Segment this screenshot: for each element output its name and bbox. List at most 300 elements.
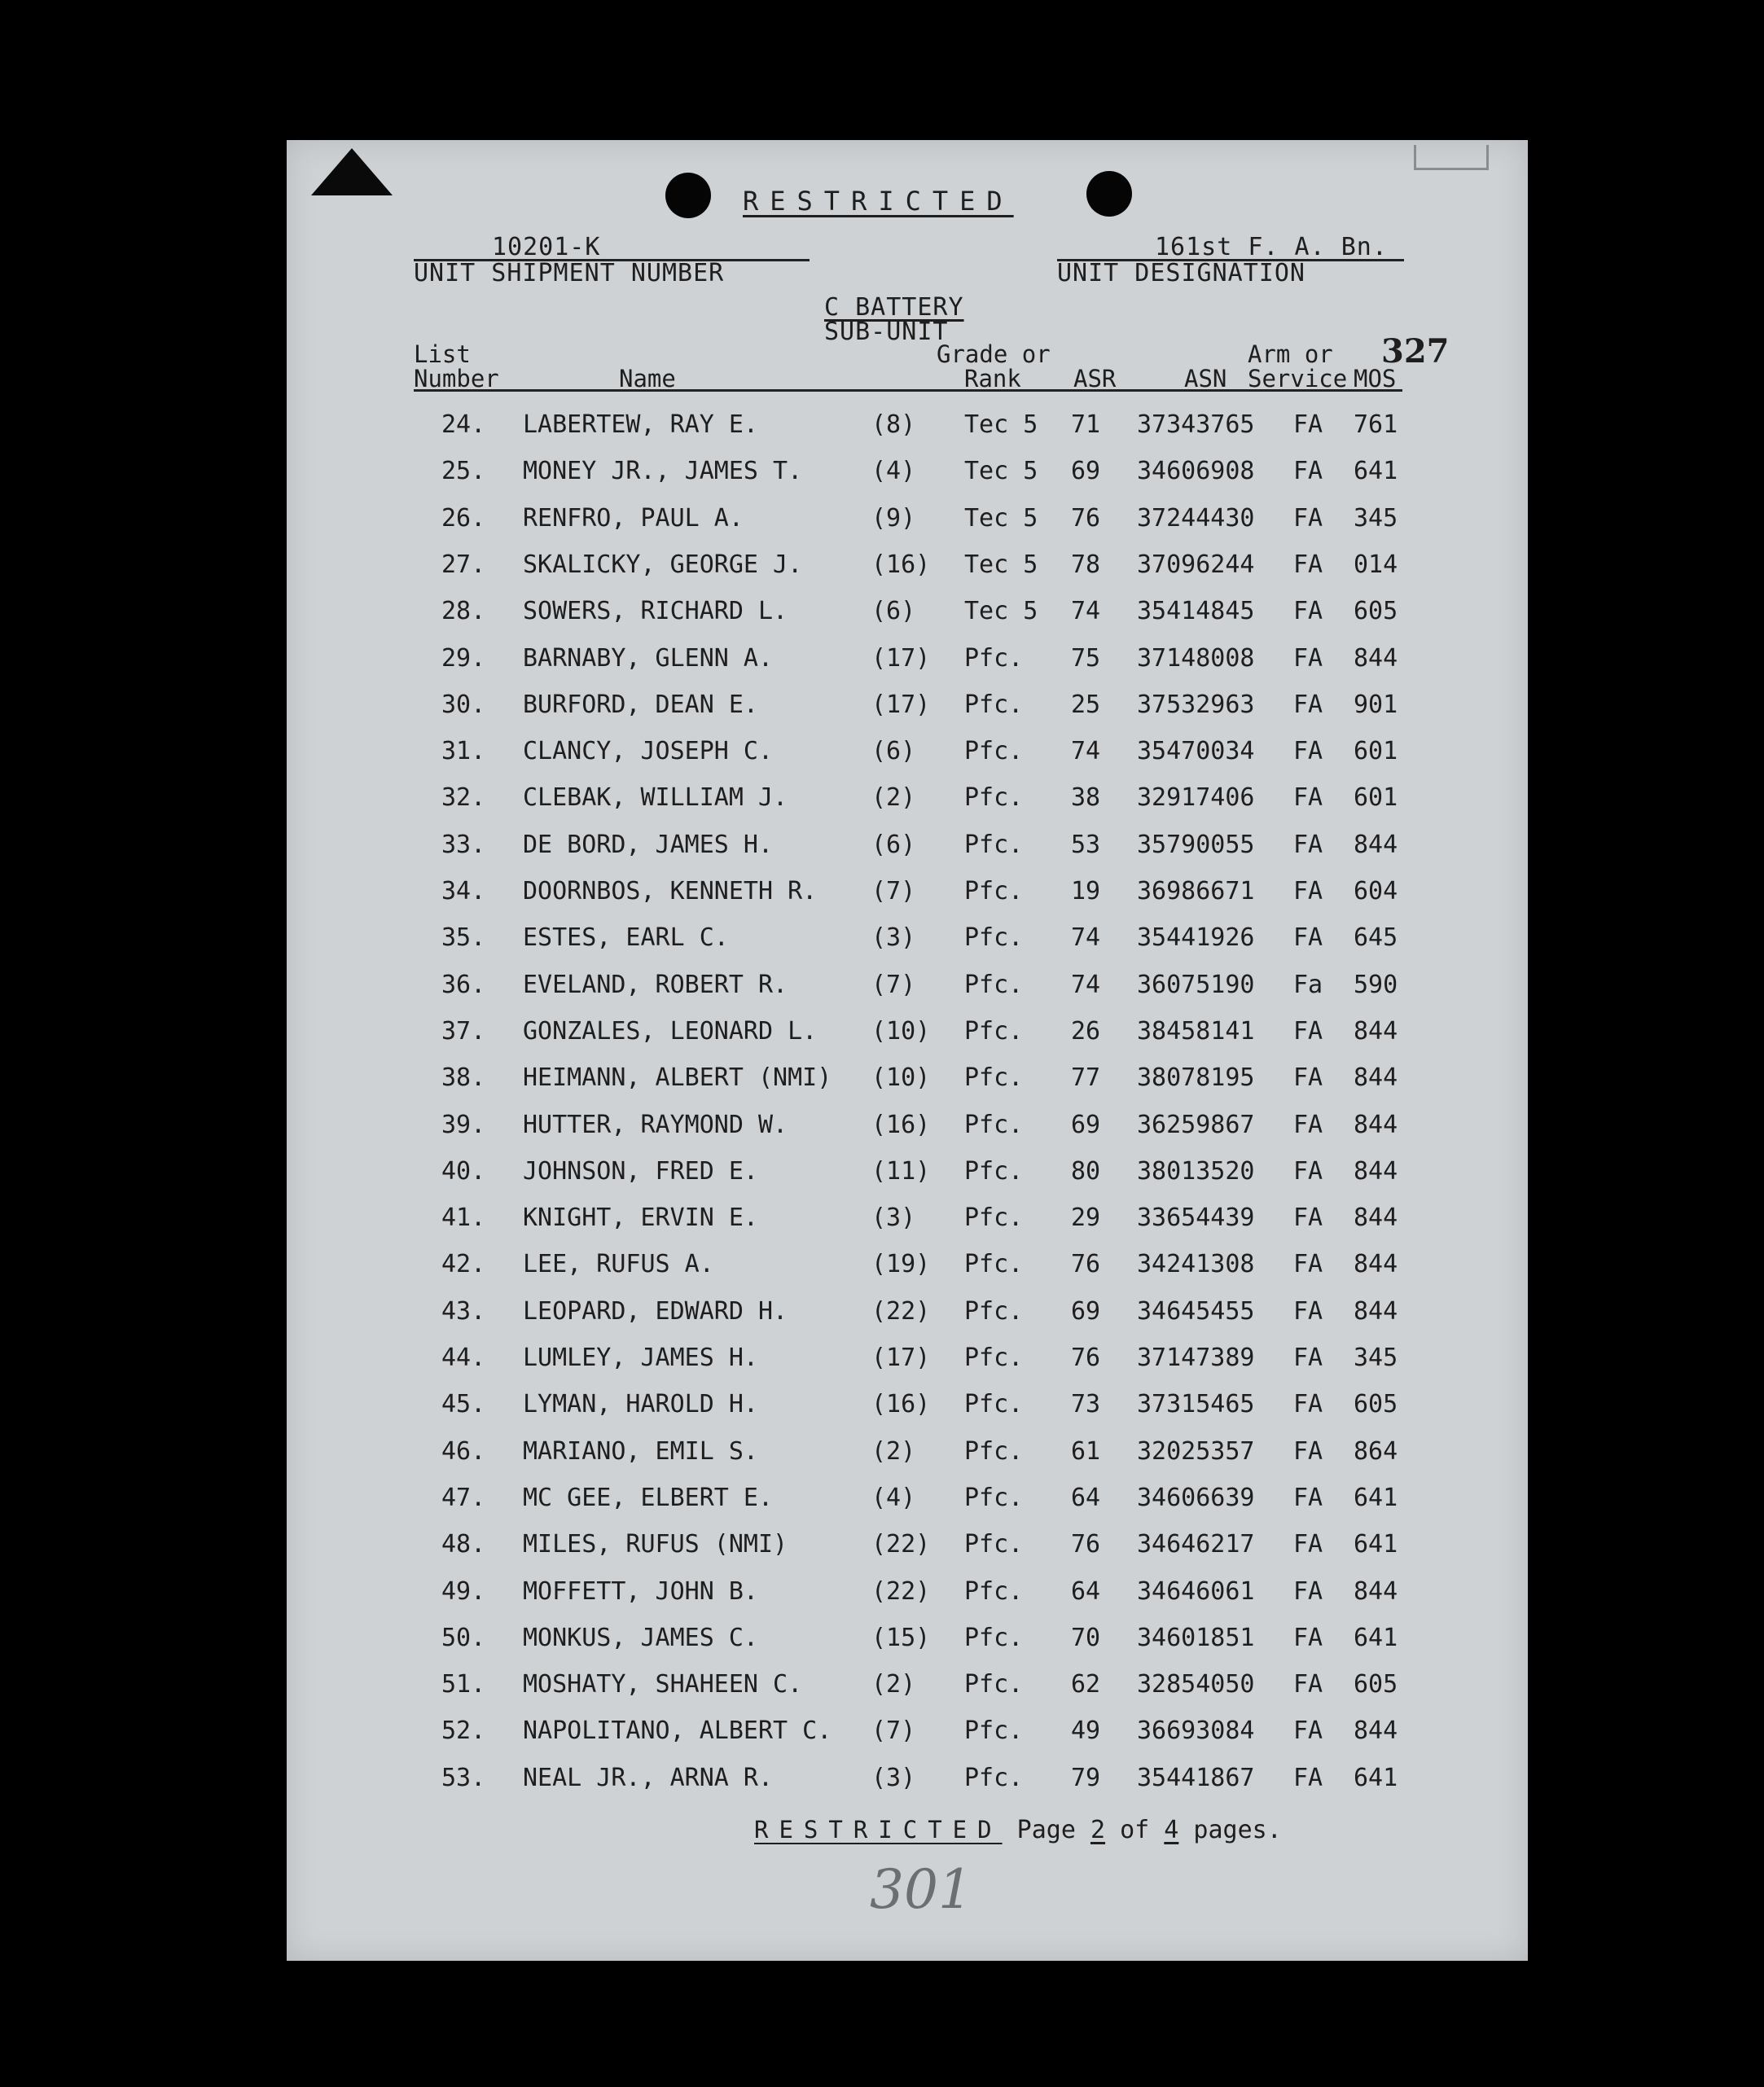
table-row: [287, 1344, 1528, 1376]
cell-mos: 864: [1354, 1436, 1398, 1466]
cell-name: MOSHATY, SHAHEEN C.: [523, 1670, 803, 1699]
cell-num: 27.: [441, 550, 486, 579]
cell-arm: FA: [1293, 737, 1323, 766]
col-list-number-bottom: Number: [414, 365, 499, 392]
footer-page-word: Page: [1016, 1816, 1076, 1844]
cell-asn: 38013520: [1137, 1156, 1255, 1186]
cell-asn: 34646061: [1137, 1576, 1255, 1606]
cell-arm: FA: [1293, 1204, 1323, 1233]
cell-arm: FA: [1293, 877, 1323, 905]
cell-rank: Pfc.: [964, 1717, 1024, 1746]
cell-rank: Pfc.: [964, 1344, 1024, 1372]
cell-mos: 844: [1354, 1110, 1398, 1139]
pencil-note: 301: [870, 1858, 972, 1921]
cell-arm: FA: [1293, 1016, 1323, 1046]
cell-arm: Fa: [1293, 970, 1323, 999]
cell-mos: 641: [1354, 1483, 1398, 1512]
cell-rank: Pfc.: [964, 690, 1024, 719]
cell-name: EVELAND, ROBERT R.: [523, 970, 788, 999]
cell-arm: FA: [1293, 457, 1323, 486]
cell-group: (2): [871, 1436, 916, 1466]
cell-mos: 844: [1354, 1250, 1398, 1279]
table-row: [287, 737, 1528, 769]
table-row: [287, 1204, 1528, 1236]
cell-group: (15): [871, 1623, 931, 1652]
table-row: [287, 1437, 1528, 1470]
cell-name: MILES, RUFUS (NMI): [523, 1530, 788, 1559]
cell-rank: Pfc.: [964, 1296, 1024, 1326]
cell-name: SKALICKY, GEORGE J.: [523, 550, 803, 579]
cell-arm: FA: [1293, 690, 1323, 719]
cell-mos: 605: [1354, 597, 1398, 626]
cell-name: LUMLEY, JAMES H.: [523, 1344, 758, 1372]
cell-rank: Pfc.: [964, 737, 1024, 766]
table-row: [287, 831, 1528, 863]
cell-group: (10): [871, 1016, 931, 1046]
cell-mos: 844: [1354, 1717, 1398, 1746]
cell-rank: Pfc.: [964, 1623, 1024, 1652]
cell-rank: Pfc.: [964, 1250, 1024, 1279]
table-row: [287, 1624, 1528, 1656]
cell-group: (6): [871, 597, 916, 626]
shipment-number-label: UNIT SHIPMENT NUMBER: [414, 259, 725, 287]
cell-asn: 35414845: [1137, 597, 1255, 626]
table-row: [287, 1017, 1528, 1050]
cell-num: 48.: [441, 1530, 486, 1559]
cell-asr: 62: [1071, 1670, 1101, 1699]
table-row: [287, 1063, 1528, 1096]
cell-num: 33.: [441, 830, 486, 859]
cell-name: HUTTER, RAYMOND W.: [523, 1110, 788, 1139]
cell-mos: 844: [1354, 1063, 1398, 1093]
table-row: [287, 1764, 1528, 1796]
cell-group: (17): [871, 1344, 931, 1372]
cell-num: 43.: [441, 1296, 486, 1326]
cell-name: JOHNSON, FRED E.: [523, 1156, 758, 1186]
cell-group: (19): [871, 1250, 931, 1279]
cell-asn: 33654439: [1137, 1204, 1255, 1233]
cell-arm: FA: [1293, 1670, 1323, 1699]
cell-asn: 34646217: [1137, 1530, 1255, 1559]
cell-asr: 74: [1071, 970, 1101, 999]
cell-asr: 76: [1071, 503, 1101, 533]
punch-hole-left: [665, 173, 711, 218]
cell-name: BURFORD, DEAN E.: [523, 690, 758, 719]
corner-triangle-mark: [311, 148, 393, 195]
cell-num: 24.: [441, 410, 486, 439]
cell-asn: 34241308: [1137, 1250, 1255, 1279]
cell-arm: FA: [1293, 643, 1323, 673]
unit-designation: 161st F. A. Bn.: [1155, 233, 1388, 261]
cell-name: DE BORD, JAMES H.: [523, 830, 774, 859]
table-row: [287, 691, 1528, 723]
cell-num: 44.: [441, 1344, 486, 1372]
cell-asn: 35441926: [1137, 923, 1255, 953]
cell-asr: 79: [1071, 1763, 1101, 1792]
cell-num: 30.: [441, 690, 486, 719]
cell-rank: Tec 5: [964, 550, 1038, 579]
cell-num: 38.: [441, 1063, 486, 1093]
cell-mos: 590: [1354, 970, 1398, 999]
cell-rank: Pfc.: [964, 783, 1024, 813]
cell-mos: 844: [1354, 643, 1398, 673]
stamp-number: 327: [1381, 332, 1450, 370]
table-row: [287, 1670, 1528, 1703]
cell-mos: 901: [1354, 690, 1398, 719]
corner-clip-mark: [1414, 145, 1489, 170]
table-row: [287, 1111, 1528, 1143]
cell-arm: FA: [1293, 410, 1323, 439]
cell-arm: FA: [1293, 503, 1323, 533]
cell-asn: 38458141: [1137, 1016, 1255, 1046]
cell-num: 47.: [441, 1483, 486, 1512]
cell-name: MONEY JR., JAMES T.: [523, 457, 803, 486]
cell-arm: FA: [1293, 923, 1323, 953]
cell-asr: 76: [1071, 1250, 1101, 1279]
cell-mos: 014: [1354, 550, 1398, 579]
cell-asr: 78: [1071, 550, 1101, 579]
cell-asr: 69: [1071, 1296, 1101, 1326]
column-header-rule: [414, 389, 1402, 392]
cell-arm: FA: [1293, 597, 1323, 626]
cell-asn: 34645455: [1137, 1296, 1255, 1326]
cell-name: LABERTEW, RAY E.: [523, 410, 758, 439]
cell-asr: 69: [1071, 457, 1101, 486]
cell-mos: 844: [1354, 830, 1398, 859]
table-row: [287, 1250, 1528, 1282]
cell-group: (10): [871, 1063, 931, 1093]
cell-arm: FA: [1293, 550, 1323, 579]
cell-arm: FA: [1293, 1576, 1323, 1606]
cell-num: 45.: [441, 1390, 486, 1419]
cell-asr: 74: [1071, 737, 1101, 766]
cell-mos: 844: [1354, 1576, 1398, 1606]
cell-asr: 69: [1071, 1110, 1101, 1139]
cell-asn: 37148008: [1137, 643, 1255, 673]
table-row: [287, 550, 1528, 583]
cell-group: (3): [871, 923, 916, 953]
cell-asn: 37096244: [1137, 550, 1255, 579]
cell-name: CLEBAK, WILLIAM J.: [523, 783, 788, 813]
cell-mos: 601: [1354, 737, 1398, 766]
col-grade-top: Grade or: [937, 340, 1051, 368]
cell-asn: 32917406: [1137, 783, 1255, 813]
cell-mos: 844: [1354, 1016, 1398, 1046]
cell-group: (6): [871, 830, 916, 859]
cell-group: (2): [871, 1670, 916, 1699]
cell-name: HEIMANN, ALBERT (NMI): [523, 1063, 832, 1093]
sub-unit-label: SUB-UNIT: [824, 318, 949, 346]
unit-designation-label: UNIT DESIGNATION: [1057, 259, 1305, 287]
cell-name: SOWERS, RICHARD L.: [523, 597, 788, 626]
col-mos: MOS: [1354, 365, 1397, 392]
cell-num: 39.: [441, 1110, 486, 1139]
cell-mos: 641: [1354, 1763, 1398, 1792]
cell-arm: FA: [1293, 1717, 1323, 1746]
col-list-number-top: List: [414, 340, 471, 368]
cell-num: 25.: [441, 457, 486, 486]
table-row: [287, 1297, 1528, 1330]
document-page: [287, 140, 1528, 1961]
cell-mos: 844: [1354, 1296, 1398, 1326]
cell-group: (16): [871, 550, 931, 579]
cell-rank: Pfc.: [964, 1670, 1024, 1699]
table-row: [287, 1530, 1528, 1563]
cell-name: GONZALES, LEONARD L.: [523, 1016, 818, 1046]
cell-name: MOFFETT, JOHN B.: [523, 1576, 758, 1606]
table-row: [287, 504, 1528, 537]
cell-asr: 74: [1071, 597, 1101, 626]
table-row: [287, 923, 1528, 956]
cell-group: (17): [871, 690, 931, 719]
shipment-number: 10201-K: [492, 233, 601, 261]
cell-group: (7): [871, 1717, 916, 1746]
col-arm-bottom: Service: [1248, 365, 1348, 392]
cell-group: (9): [871, 503, 916, 533]
cell-asn: 35790055: [1137, 830, 1255, 859]
cell-group: (4): [871, 1483, 916, 1512]
cell-num: 29.: [441, 643, 486, 673]
cell-asr: 26: [1071, 1016, 1101, 1046]
cell-num: 37.: [441, 1016, 486, 1046]
cell-asr: 49: [1071, 1717, 1101, 1746]
cell-group: (22): [871, 1576, 931, 1606]
punch-hole-right: [1086, 171, 1132, 217]
cell-name: DOORNBOS, KENNETH R.: [523, 877, 818, 905]
cell-arm: FA: [1293, 1390, 1323, 1419]
cell-name: CLANCY, JOSEPH C.: [523, 737, 774, 766]
footer-page-num: 2: [1090, 1816, 1106, 1844]
cell-name: KNIGHT, ERVIN E.: [523, 1204, 758, 1233]
table-row: [287, 1157, 1528, 1190]
cell-asn: 37147389: [1137, 1344, 1255, 1372]
cell-asn: 36075190: [1137, 970, 1255, 999]
cell-mos: 761: [1354, 410, 1398, 439]
cell-group: (7): [871, 970, 916, 999]
cell-rank: Tec 5: [964, 597, 1038, 626]
cell-rank: Tec 5: [964, 410, 1038, 439]
cell-rank: Pfc.: [964, 1483, 1024, 1512]
cell-asr: 64: [1071, 1483, 1101, 1512]
cell-num: 52.: [441, 1717, 486, 1746]
cell-name: NAPOLITANO, ALBERT C.: [523, 1717, 832, 1746]
table-row: [287, 1484, 1528, 1516]
cell-asn: 37315465: [1137, 1390, 1255, 1419]
cell-name: MC GEE, ELBERT E.: [523, 1483, 774, 1512]
cell-num: 51.: [441, 1670, 486, 1699]
cell-rank: Pfc.: [964, 970, 1024, 999]
cell-rank: Pfc.: [964, 1530, 1024, 1559]
cell-arm: FA: [1293, 1250, 1323, 1279]
cell-asn: 36259867: [1137, 1110, 1255, 1139]
cell-mos: 645: [1354, 923, 1398, 953]
cell-mos: 605: [1354, 1390, 1398, 1419]
cell-asn: 32854050: [1137, 1670, 1255, 1699]
cell-mos: 641: [1354, 457, 1398, 486]
table-row: [287, 1717, 1528, 1749]
cell-num: 42.: [441, 1250, 486, 1279]
cell-arm: FA: [1293, 1156, 1323, 1186]
cell-mos: 345: [1354, 1344, 1398, 1372]
footer-page-total: 4: [1164, 1816, 1179, 1844]
cell-group: (6): [871, 737, 916, 766]
col-asn: ASN: [1184, 365, 1227, 392]
footer-line: [754, 1816, 1282, 1844]
cell-arm: FA: [1293, 1296, 1323, 1326]
cell-name: RENFRO, PAUL A.: [523, 503, 744, 533]
cell-group: (11): [871, 1156, 931, 1186]
cell-asr: 29: [1071, 1204, 1101, 1233]
footer-classification: RESTRICTED: [754, 1816, 1003, 1844]
cell-group: (22): [871, 1530, 931, 1559]
cell-arm: FA: [1293, 830, 1323, 859]
cell-asr: 19: [1071, 877, 1101, 905]
table-row: [287, 1390, 1528, 1423]
footer-of-word: of: [1120, 1816, 1150, 1844]
cell-name: MONKUS, JAMES C.: [523, 1623, 758, 1652]
cell-asn: 34606908: [1137, 457, 1255, 486]
table-row: [287, 457, 1528, 489]
cell-asn: 36693084: [1137, 1717, 1255, 1746]
cell-arm: FA: [1293, 783, 1323, 813]
cell-asn: 38078195: [1137, 1063, 1255, 1093]
cell-group: (4): [871, 457, 916, 486]
cell-num: 46.: [441, 1436, 486, 1466]
cell-arm: FA: [1293, 1483, 1323, 1512]
cell-asn: 34606639: [1137, 1483, 1255, 1512]
table-row: [287, 1577, 1528, 1610]
cell-group: (16): [871, 1110, 931, 1139]
cell-rank: Pfc.: [964, 923, 1024, 953]
cell-mos: 641: [1354, 1530, 1398, 1559]
cell-num: 26.: [441, 503, 486, 533]
cell-rank: Tec 5: [964, 457, 1038, 486]
cell-asr: 38: [1071, 783, 1101, 813]
cell-rank: Tec 5: [964, 503, 1038, 533]
cell-mos: 844: [1354, 1156, 1398, 1186]
cell-group: (2): [871, 783, 916, 813]
footer-pages-word: pages.: [1193, 1816, 1282, 1844]
cell-num: 34.: [441, 877, 486, 905]
table-row: [287, 644, 1528, 677]
cell-asr: 76: [1071, 1530, 1101, 1559]
cell-asn: 35470034: [1137, 737, 1255, 766]
cell-num: 32.: [441, 783, 486, 813]
cell-rank: Pfc.: [964, 643, 1024, 673]
cell-rank: Pfc.: [964, 1436, 1024, 1466]
cell-name: ESTES, EARL C.: [523, 923, 729, 953]
table-row: [287, 877, 1528, 910]
col-arm-top: Arm or: [1248, 340, 1333, 368]
cell-num: 36.: [441, 970, 486, 999]
cell-rank: Pfc.: [964, 1110, 1024, 1139]
cell-group: (17): [871, 643, 931, 673]
cell-mos: 604: [1354, 877, 1398, 905]
cell-name: BARNABY, GLENN A.: [523, 643, 774, 673]
cell-group: (3): [871, 1204, 916, 1233]
table-row: [287, 410, 1528, 443]
cell-arm: FA: [1293, 1344, 1323, 1372]
cell-asr: 80: [1071, 1156, 1101, 1186]
cell-arm: FA: [1293, 1110, 1323, 1139]
col-name: Name: [619, 365, 676, 392]
cell-num: 49.: [441, 1576, 486, 1606]
cell-asn: 37343765: [1137, 410, 1255, 439]
cell-group: (3): [871, 1763, 916, 1792]
cell-asr: 53: [1071, 830, 1101, 859]
col-grade-bottom: Rank: [964, 365, 1021, 392]
cell-num: 40.: [441, 1156, 486, 1186]
cell-asn: 37244430: [1137, 503, 1255, 533]
cell-group: (16): [871, 1390, 931, 1419]
cell-asn: 37532963: [1137, 690, 1255, 719]
cell-rank: Pfc.: [964, 1063, 1024, 1093]
cell-rank: Pfc.: [964, 830, 1024, 859]
cell-mos: 605: [1354, 1670, 1398, 1699]
cell-rank: Pfc.: [964, 1016, 1024, 1046]
cell-group: (22): [871, 1296, 931, 1326]
cell-asn: 32025357: [1137, 1436, 1255, 1466]
cell-name: NEAL JR., ARNA R.: [523, 1763, 774, 1792]
cell-num: 28.: [441, 597, 486, 626]
cell-arm: FA: [1293, 1063, 1323, 1093]
cell-num: 31.: [441, 737, 486, 766]
cell-asr: 61: [1071, 1436, 1101, 1466]
cell-asr: 70: [1071, 1623, 1101, 1652]
cell-asn: 34601851: [1137, 1623, 1255, 1652]
cell-arm: FA: [1293, 1623, 1323, 1652]
cell-asr: 77: [1071, 1063, 1101, 1093]
cell-arm: FA: [1293, 1530, 1323, 1559]
cell-rank: Pfc.: [964, 1156, 1024, 1186]
classification-header: RESTRICTED: [743, 186, 1014, 217]
cell-name: LEOPARD, EDWARD H.: [523, 1296, 788, 1326]
cell-name: LEE, RUFUS A.: [523, 1250, 714, 1279]
table-row: [287, 783, 1528, 816]
cell-arm: FA: [1293, 1763, 1323, 1792]
cell-asr: 71: [1071, 410, 1101, 439]
cell-rank: Pfc.: [964, 877, 1024, 905]
cell-name: MARIANO, EMIL S.: [523, 1436, 758, 1466]
cell-asr: 76: [1071, 1344, 1101, 1372]
cell-name: LYMAN, HAROLD H.: [523, 1390, 758, 1419]
cell-rank: Pfc.: [964, 1763, 1024, 1792]
cell-mos: 844: [1354, 1204, 1398, 1233]
cell-rank: Pfc.: [964, 1576, 1024, 1606]
cell-num: 35.: [441, 923, 486, 953]
cell-asr: 75: [1071, 643, 1101, 673]
cell-asr: 73: [1071, 1390, 1101, 1419]
cell-rank: Pfc.: [964, 1204, 1024, 1233]
cell-mos: 345: [1354, 503, 1398, 533]
cell-num: 41.: [441, 1204, 486, 1233]
col-asr: ASR: [1073, 365, 1117, 392]
cell-arm: FA: [1293, 1436, 1323, 1466]
cell-num: 53.: [441, 1763, 486, 1792]
cell-mos: 601: [1354, 783, 1398, 813]
cell-asr: 74: [1071, 923, 1101, 953]
cell-group: (8): [871, 410, 916, 439]
cell-num: 50.: [441, 1623, 486, 1652]
table-row: [287, 597, 1528, 629]
cell-mos: 641: [1354, 1623, 1398, 1652]
table-row: [287, 971, 1528, 1003]
sub-unit: C BATTERY: [824, 293, 964, 322]
cell-group: (7): [871, 877, 916, 905]
cell-asn: 36986671: [1137, 877, 1255, 905]
cell-asn: 35441867: [1137, 1763, 1255, 1792]
cell-asr: 25: [1071, 690, 1101, 719]
